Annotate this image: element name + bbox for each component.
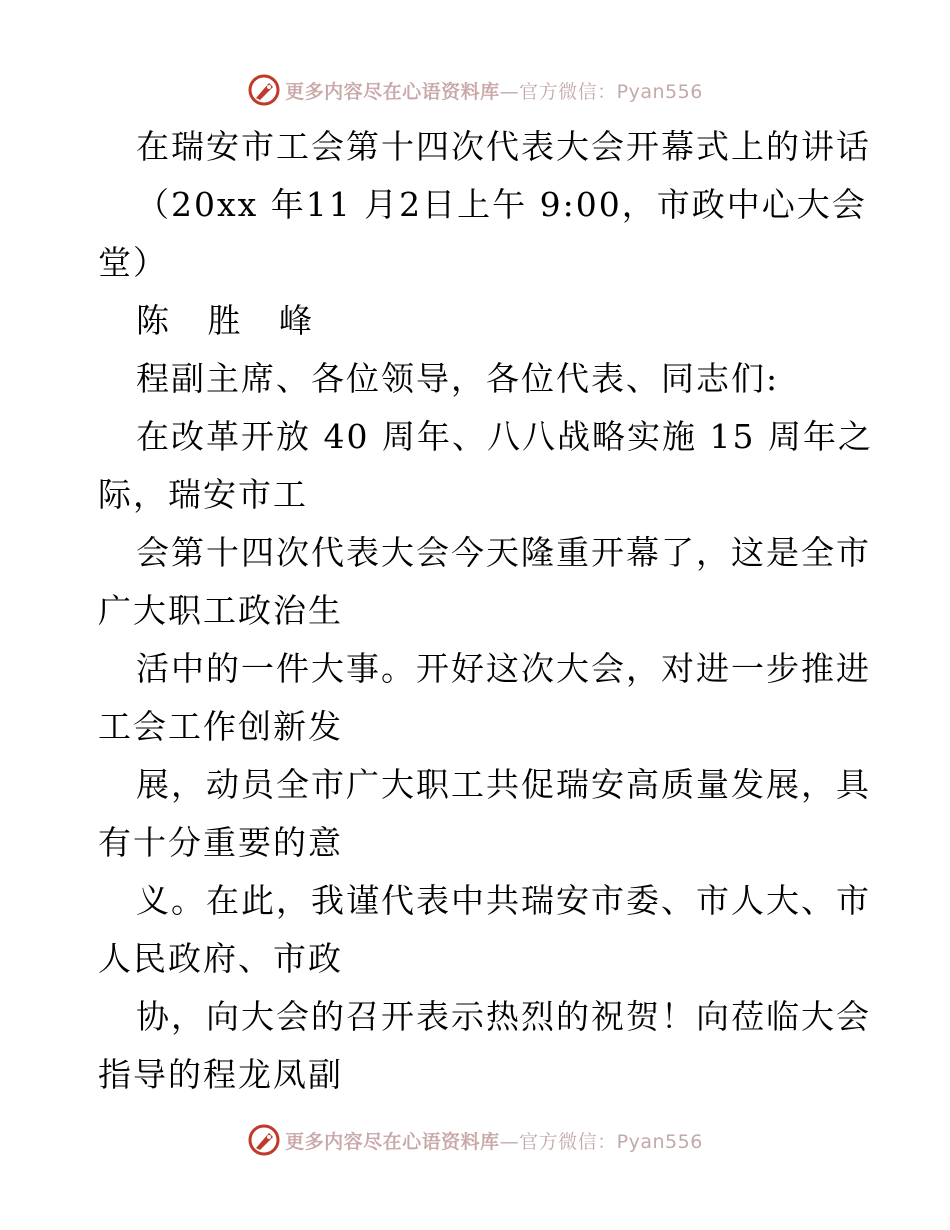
watermark-text: 更多内容尽在心语资料库—官方微信：Pyan556: [285, 80, 703, 103]
document-body: [98, 118, 873, 1104]
body-line: 在改革开放 40 周年、八八战略实施 15 周年之: [136, 417, 873, 456]
body-line: 际，瑞安市工: [98, 475, 308, 514]
author-name: 陈 胜 峰: [136, 301, 326, 340]
body-line: 会第十四次代表大会今天隆重开幕了，这是全市: [136, 533, 871, 572]
body-line: 指导的程龙凤副: [98, 1055, 343, 1094]
body-line: 广大职工政治生: [98, 591, 343, 630]
pen-nib-circle-icon: [247, 1123, 281, 1157]
header-watermark: [0, 70, 950, 110]
body-line: 义。在此，我谨代表中共瑞安市委、市人大、市: [136, 881, 871, 920]
body-text: [98, 408, 873, 1104]
document-subtitle-cont: 堂）: [98, 243, 168, 282]
body-line: 展，动员全市广大职工共促瑞安高质量发展，具: [136, 765, 871, 804]
body-line: 工会工作创新发: [98, 707, 343, 746]
footer-watermark: [0, 1120, 950, 1160]
body-line: 活中的一件大事。开好这次大会，对进一步推进: [136, 649, 871, 688]
pen-nib-circle-icon: [247, 73, 281, 107]
body-line: 人民政府、市政: [98, 939, 343, 978]
salutation: 程副主席、各位领导，各位代表、同志们:: [136, 359, 780, 398]
document-title: 在瑞安市工会第十四次代表大会开幕式上的讲话: [136, 127, 871, 166]
document-subtitle: （20xx 年11 月2日上午 9:00，市政中心大会: [136, 185, 867, 224]
watermark-text: 更多内容尽在心语资料库—官方微信：Pyan556: [285, 1130, 703, 1153]
body-line: 协，向大会的召开表示热烈的祝贺！向莅临大会: [136, 997, 871, 1036]
body-line: 有十分重要的意: [98, 823, 343, 862]
